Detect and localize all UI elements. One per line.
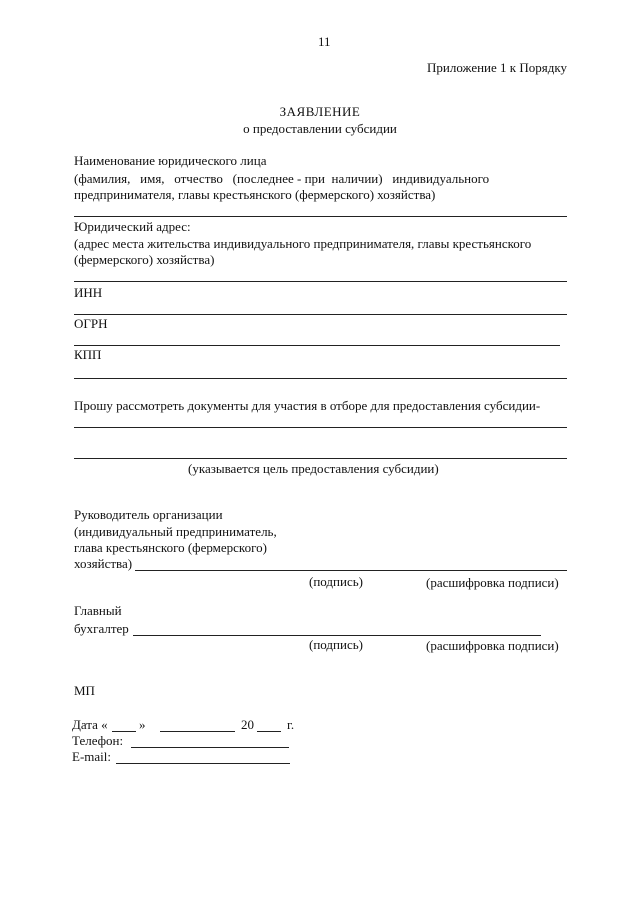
date-year-suffix: г. [287,717,295,732]
legal-address-note: (адрес места жительства индивидуального предпринимателя, главы крестьянского [74,236,532,251]
email-field[interactable] [116,763,290,764]
email-label: E-mail: [72,749,111,764]
date-day-field[interactable] [112,731,136,732]
request-text: Прошу рассмотреть документы для участия в отборе для предоставления субсидии- [74,398,541,413]
date-month-field[interactable] [160,731,235,732]
head-label-cont2: глава крестьянского (фермерского) [74,540,267,555]
purpose-field-1[interactable] [74,427,567,428]
phone-label: Телефон: [72,733,124,748]
accountant-label-cont: бухгалтер [74,621,129,636]
document-subtitle: о предоставлении субсидии [243,121,397,136]
head-label: Руководитель организации [74,507,223,522]
date-year-prefix: 20 [241,717,254,732]
kpp-label: КПП [74,347,102,362]
kpp-field[interactable] [74,378,567,379]
accountant-signature-caption: (подпись) [309,637,363,652]
head-decoding-caption: (расшифровка подписи) [426,575,559,590]
inn-field[interactable] [74,314,567,315]
date-quote-close: » [139,717,146,732]
document-title: ЗАЯВЛЕНИЕ [279,104,361,119]
legal-address-note-cont: (фермерского) хозяйства) [74,252,215,267]
ogrn-field[interactable] [74,345,560,346]
accountant-decoding-caption: (расшифровка подписи) [426,638,559,653]
head-label-cont3: хозяйства) [74,556,133,571]
head-signature-field[interactable] [135,570,567,571]
accountant-label: Главный [74,603,122,618]
legal-entity-field[interactable] [74,216,567,217]
date-year-field[interactable] [257,731,281,732]
appendix-reference: Приложение 1 к Порядку [427,60,567,75]
legal-entity-note: (фамилия, имя, отчество (последнее - при наличии) индивидуального [74,171,490,186]
stamp-label: МП [74,683,95,698]
purpose-field-2[interactable] [74,458,567,459]
ogrn-label: ОГРН [74,316,108,331]
legal-entity-note-cont: предпринимателя, главы крестьянского (фермерского) хозяйства) [74,187,436,202]
legal-address-field[interactable] [74,281,567,282]
purpose-caption: (указывается цель предоставления субсидии) [188,461,439,476]
legal-address-label: Юридический адрес: [74,219,191,234]
inn-label: ИНН [74,285,103,300]
head-signature-caption: (подпись) [309,574,363,589]
date-prefix: Дата « [72,717,108,732]
phone-field[interactable] [131,747,289,748]
legal-entity-label: Наименование юридического лица [74,153,267,168]
page-number: 11 [318,34,331,49]
accountant-signature-field[interactable] [133,635,541,636]
head-label-cont1: (индивидуальный предприниматель, [74,524,277,539]
